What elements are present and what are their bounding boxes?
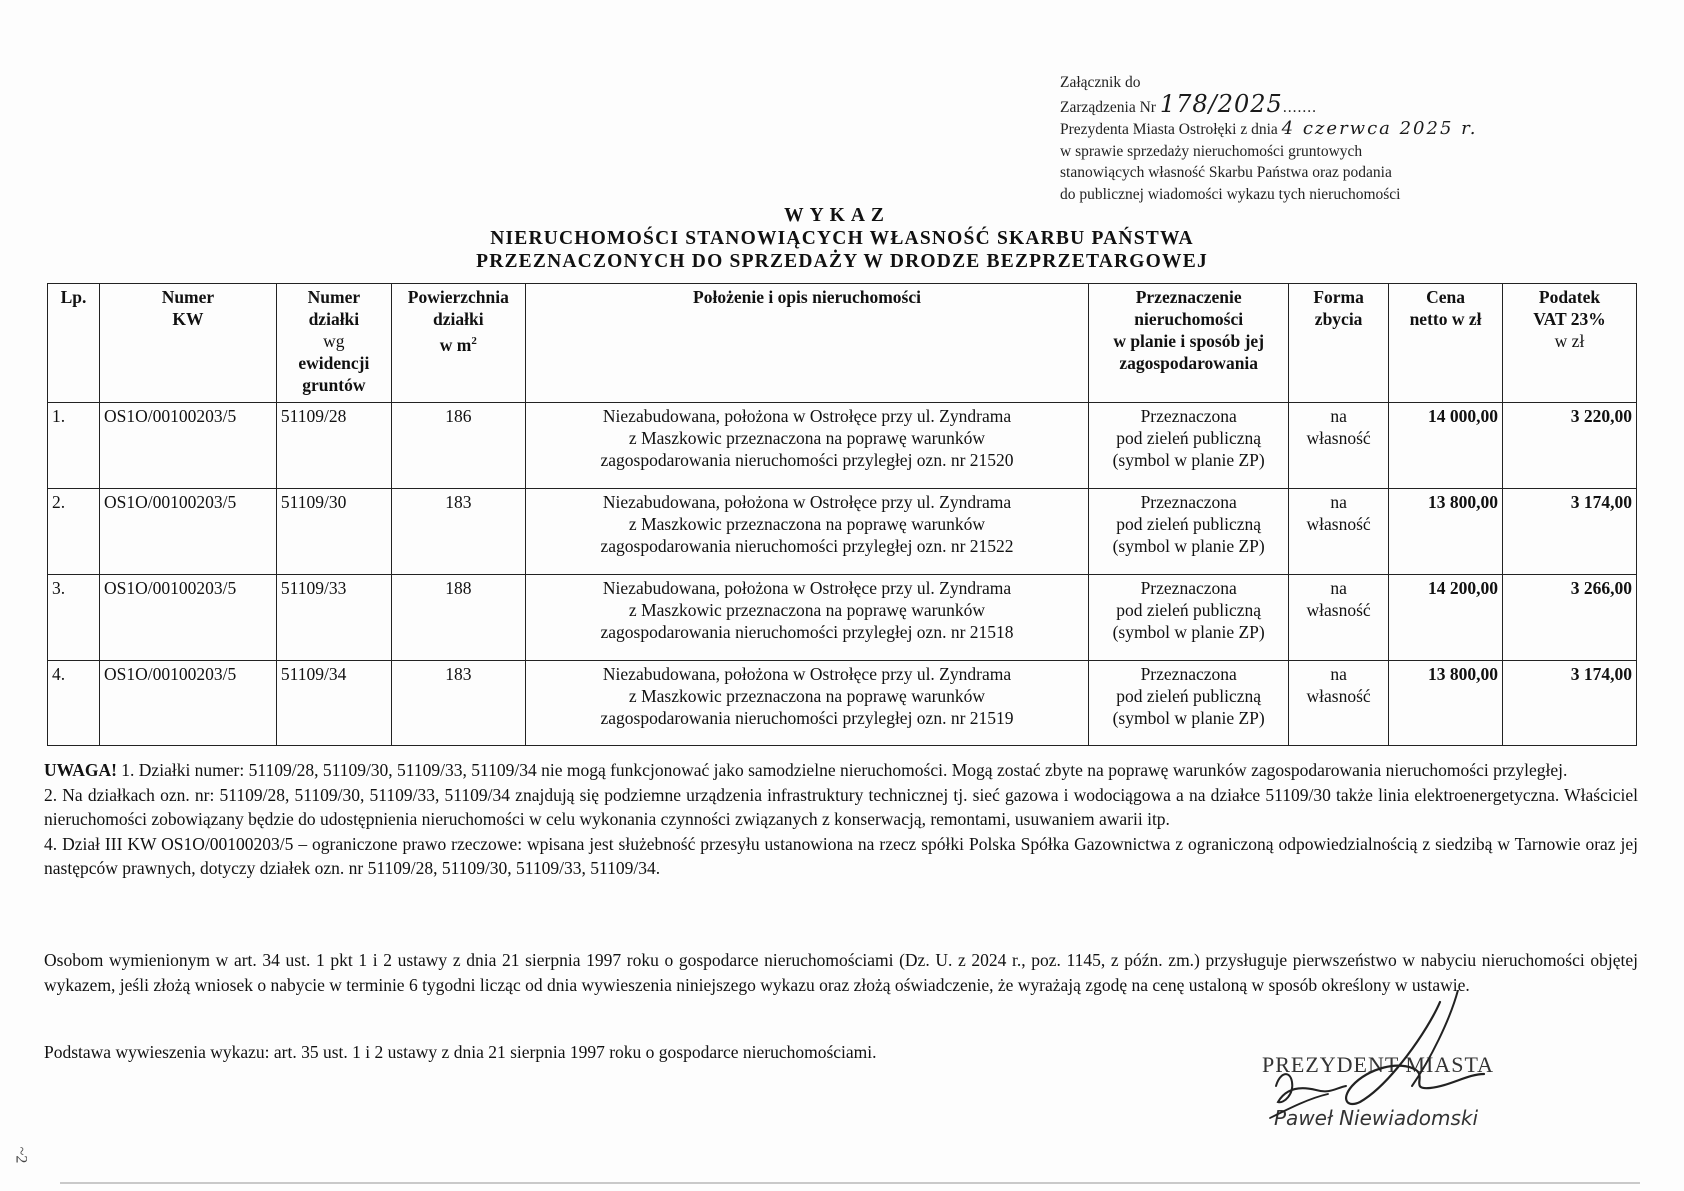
cell-lp: 2. <box>48 489 100 575</box>
cell-dzialka: 51109/30 <box>276 489 391 575</box>
signature-name: Paweł Niewiadomski <box>1274 1106 1479 1130</box>
cell-forma: na własność <box>1289 661 1389 746</box>
cell-kw: OS1O/00100203/5 <box>99 661 276 746</box>
title-line-3: PRZEZNACZONYCH DO SPRZEDAŻY W DRODZE BEZPRZETARGOWEJ <box>476 251 1208 272</box>
legal-basis: Podstawa wywieszenia wykazu: art. 35 ust. 1 i 2 ustawy z dnia 21 sierpnia 1997 roku o gospodarce nieruchomościami. <box>44 1042 877 1062</box>
header-kw: Numer KW <box>99 284 276 403</box>
header-vat: Podatek VAT 23% w zł <box>1503 284 1637 403</box>
attachment-line-1: Załącznik do <box>1060 74 1141 91</box>
header-dzialka: Numer działki wg ewidencji gruntów <box>276 284 391 403</box>
cell-opis: Niezabudowana, położona w Ostrołęce przy ul. Zyndrama z Maszkowic przeznaczona na poprawę warunków zagospodarowania nieruchomości przyległej ozn. nr 21518 <box>525 575 1088 661</box>
header-przeznaczenie: Przeznaczenie nieruchomości w planie i sposób jej zagospodarowania <box>1089 284 1289 403</box>
cell-lp: 1. <box>48 403 100 489</box>
margin-mark: ~2 <box>12 1146 30 1164</box>
cell-przeznaczenie: Przeznaczona pod zieleń publiczną (symbol w planie ZP) <box>1089 575 1289 661</box>
attachment-line-2 <box>1060 89 1620 119</box>
cell-przeznaczenie: Przeznaczona pod zieleń publiczną (symbol w planie ZP) <box>1089 403 1289 489</box>
attachment-dots: ....... <box>1282 98 1317 116</box>
attachment-line-5: stanowiących własność Skarbu Państwa oraz podania <box>1060 164 1392 181</box>
header-lp: Lp. <box>48 284 100 403</box>
header-powierzchnia: Powierzchnia działki w $m^2$ <box>391 284 525 403</box>
cell-lp: 3. <box>48 575 100 661</box>
cell-opis: Niezabudowana, położona w Ostrołęce przy ul. Zyndrama z Maszkowic przeznaczona na poprawę warunków zagospodarowania nieruchomości przyległej ozn. nr 21520 <box>525 403 1088 489</box>
cell-forma: na własność <box>1289 575 1389 661</box>
attachment-line-6: do publicznej wiadomości wykazu tych nieruchomości <box>1060 185 1401 203</box>
scan-edge-line <box>60 1182 1640 1184</box>
cell-powierzchnia: 183 <box>391 489 525 575</box>
cell-vat: 3 174,00 <box>1503 661 1637 746</box>
cell-opis: Niezabudowana, położona w Ostrołęce przy ul. Zyndrama z Maszkowic przeznaczona na poprawę warunków zagospodarowania nieruchomości przyległej ozn. nr 21519 <box>525 661 1088 746</box>
title-wykaz: WYKAZ <box>784 205 890 226</box>
cell-forma: na własność <box>1289 489 1389 575</box>
attachment-line-3 <box>1060 118 1620 141</box>
cell-dzialka: 51109/34 <box>276 661 391 746</box>
attachment-date-prefix: Prezydenta Miasta Ostrołęki z dnia <box>1060 121 1278 138</box>
uwaga-label: UWAGA! <box>44 760 117 780</box>
cell-vat: 3 220,00 <box>1503 403 1637 489</box>
cell-opis: Niezabudowana, położona w Ostrołęce przy ul. Zyndrama z Maszkowic przeznaczona na poprawę warunków zagospodarowania nieruchomości przyległej ozn. nr 21522 <box>525 489 1088 575</box>
priority-text: Osobom wymienionym w art. 34 ust. 1 pkt 1 i 2 ustawy z dnia 21 sierpnia 1997 roku o gospodarce nieruchomościami (Dz. U. z 2024 r., poz. 1145, z późn. zm.) przysługuje pierwszeństwo w nabyciu nieruchomości objętej wykazem, jeśli złożą wniosek o nabycie w terminie 6 tygodni licząc od dnia wywieszenia niniejszego wykazu oraz złożą oświadczenie, że wyrażają zgodę na cenę ustaloną w sposób określony w ustawie. <box>44 950 1638 995</box>
note-1 <box>44 758 1638 783</box>
handwritten-order-number: 178/2025 <box>1159 89 1283 118</box>
cell-vat: 3 266,00 <box>1503 575 1637 661</box>
table-row <box>48 575 1637 661</box>
cell-forma: na własność <box>1289 403 1389 489</box>
cell-powierzchnia: 188 <box>391 575 525 661</box>
table-row <box>48 661 1637 746</box>
header-cena: Cena netto w zł <box>1389 284 1503 403</box>
handwritten-signature-icon <box>1240 990 1600 1140</box>
cell-kw: OS1O/00100203/5 <box>99 403 276 489</box>
cell-cena: 14 000,00 <box>1389 403 1503 489</box>
cell-powierzchnia: 183 <box>391 661 525 746</box>
cell-kw: OS1O/00100203/5 <box>99 575 276 661</box>
cell-lp: 4. <box>48 661 100 746</box>
title-line-2: NIERUCHOMOŚCI STANOWIĄCYCH WŁASNOŚĆ SKARBU PAŃSTWA <box>490 228 1194 249</box>
signature-position: PREZYDENT MIASTA <box>1262 1052 1495 1077</box>
table-header-row <box>48 284 1637 403</box>
handwritten-order-date: 4 czerwca 2025 r. <box>1281 118 1478 139</box>
signature-block <box>1240 990 1600 1140</box>
attachment-header <box>1060 72 1620 205</box>
cell-cena: 14 200,00 <box>1389 575 1503 661</box>
cell-powierzchnia: 186 <box>391 403 525 489</box>
table-row <box>48 489 1637 575</box>
cell-przeznaczenie: Przeznaczona pod zieleń publiczną (symbol w planie ZP) <box>1089 661 1289 746</box>
cell-vat: 3 174,00 <box>1503 489 1637 575</box>
document-title <box>0 204 1684 273</box>
header-polozenie: Położenie i opis nieruchomości <box>525 284 1088 403</box>
note-4: 4. Dział III KW OS1O/00100203/5 – ograniczone prawo rzeczowe: wpisana jest służebność przesyłu ustanowiona na rzecz spółki Polska Spółka Gazownictwa z ograniczoną odpowiedzialnością z siedzibą w Tarnowie oraz jej następców prawnych, dotyczy działek ozn. nr 51109/28, 51109/30, 51109/33, 51109/34. <box>44 833 1638 878</box>
note-1-text: 1. Działki numer: 51109/28, 51109/30, 51109/33, 51109/34 nie mogą funkcjonować jako samodzielne nieruchomości. Mogą zostać zbyte na poprawę warunków zagospodarowania nieruchomości przyległej. <box>116 760 1568 780</box>
table-row <box>48 403 1637 489</box>
notes-section <box>44 758 1638 881</box>
cell-przeznaczenie: Przeznaczona pod zieleń publiczną (symbol w planie ZP) <box>1089 489 1289 575</box>
attachment-order-prefix: Zarządzenia Nr <box>1060 98 1156 116</box>
property-table <box>47 283 1637 746</box>
cell-cena: 13 800,00 <box>1389 489 1503 575</box>
cell-dzialka: 51109/33 <box>276 575 391 661</box>
cell-dzialka: 51109/28 <box>276 403 391 489</box>
cell-kw: OS1O/00100203/5 <box>99 489 276 575</box>
note-2: 2. Na działkach ozn. nr: 51109/28, 51109/30, 51109/33, 51109/34 znajdują się podziemne urządzenia infrastruktury technicznej tj. sieć gazowa i wodociągowa a na działce 51109/30 także linia elektroenergetyczna. Właściciel nieruchomości zobowiązany będzie do udostępnienia nieruchomości w celu wykonania czynności związanych z konserwacją, remontami, usuwaniem awarii itp. <box>44 784 1638 829</box>
cell-cena: 13 800,00 <box>1389 661 1503 746</box>
attachment-line-4: w sprawie sprzedaży nieruchomości gruntowych <box>1060 142 1363 160</box>
header-forma: Forma zbycia <box>1289 284 1389 403</box>
